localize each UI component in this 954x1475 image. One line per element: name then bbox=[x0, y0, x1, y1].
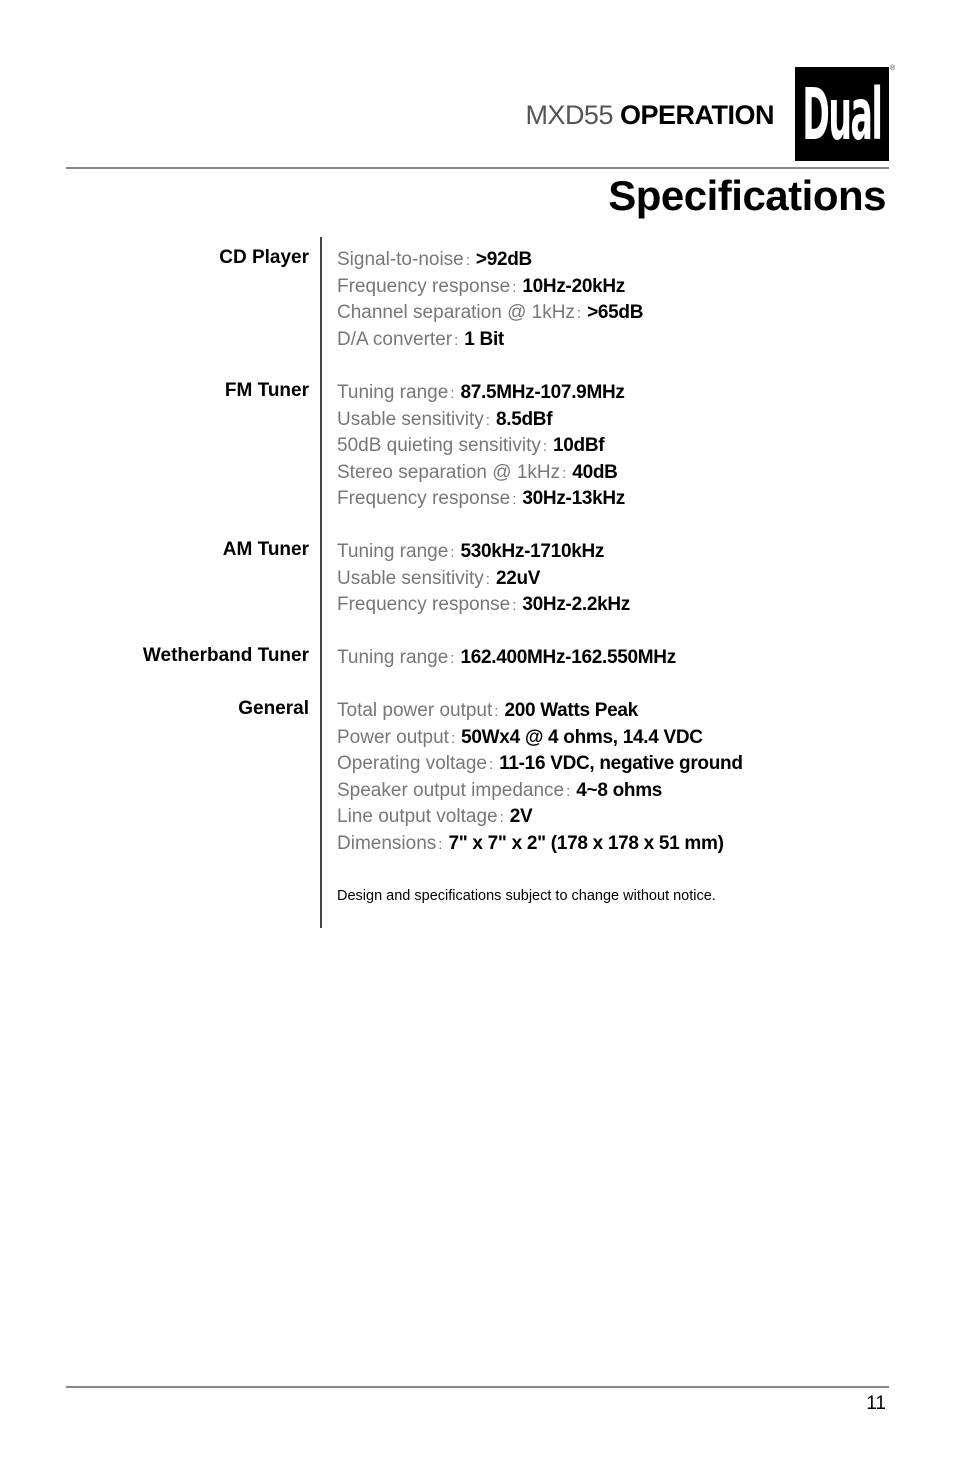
spec-row bbox=[337, 247, 643, 274]
spec-row bbox=[337, 804, 743, 831]
section-label: AM Tuner bbox=[222, 539, 309, 560]
spec-label: 50dB quieting sensitivity bbox=[337, 435, 541, 456]
spec-list bbox=[337, 247, 643, 353]
spec-label: Channel separation @ 1kHz bbox=[337, 302, 575, 323]
page-number: 11 bbox=[866, 1393, 886, 1414]
spec-row bbox=[337, 486, 625, 513]
spec-value: >65dB bbox=[587, 302, 644, 323]
spec-row bbox=[337, 645, 676, 672]
spec-row bbox=[337, 380, 625, 407]
spec-value: 1 Bit bbox=[464, 328, 504, 350]
spec-row bbox=[337, 725, 743, 752]
spec-label: Tuning range bbox=[337, 382, 449, 403]
spec-label: Frequency response bbox=[337, 594, 511, 615]
spec-label: Operating voltage bbox=[337, 753, 487, 774]
spec-row bbox=[337, 274, 643, 301]
spec-row bbox=[337, 407, 625, 434]
spec-row bbox=[337, 539, 630, 566]
spec-value: 11-16 VDC, negative ground bbox=[499, 753, 743, 774]
header-divider bbox=[66, 167, 889, 169]
spec-row bbox=[337, 460, 625, 487]
spec-row bbox=[337, 698, 743, 725]
spec-row bbox=[337, 433, 625, 460]
section-label: FM Tuner bbox=[224, 380, 309, 401]
spec-separator: : bbox=[562, 464, 567, 482]
spec-separator: : bbox=[542, 438, 548, 455]
spec-separator: : bbox=[450, 385, 455, 402]
model-name: MXD55 bbox=[525, 100, 613, 130]
spec-separator: : bbox=[438, 835, 443, 853]
logo-text: Dual bbox=[802, 72, 882, 156]
spec-row bbox=[337, 778, 743, 805]
page-title: Specifications bbox=[608, 172, 886, 219]
spec-list bbox=[337, 698, 743, 857]
spec-label: Tuning range bbox=[337, 541, 449, 562]
spec-value: 30Hz-2.2kHz bbox=[522, 594, 630, 615]
spec-row bbox=[337, 831, 743, 858]
operation-label: OPERATION bbox=[619, 100, 774, 130]
spec-label: Line output voltage bbox=[337, 806, 498, 827]
spec-label: Total power output bbox=[337, 700, 493, 721]
disclaimer-note: Design and specifications subject to change without notice. bbox=[337, 888, 716, 904]
header-model bbox=[525, 100, 774, 131]
dual-logo bbox=[795, 67, 889, 161]
spec-value: 10Hz-20kHz bbox=[522, 275, 625, 297]
spec-row bbox=[337, 751, 743, 778]
vertical-divider bbox=[320, 237, 322, 928]
spec-value: 8.5dBf bbox=[495, 408, 553, 430]
spec-label: Frequency response bbox=[337, 488, 511, 509]
spec-separator: : bbox=[465, 252, 470, 269]
spec-value: 530kHz-1710kHz bbox=[460, 541, 605, 562]
spec-row bbox=[337, 327, 643, 354]
spec-label: Signal-to-noise bbox=[337, 249, 464, 270]
registered-mark: ® bbox=[890, 65, 896, 72]
spec-value: 50Wx4 @ 4 ohms, 14.4 VDC bbox=[461, 726, 703, 748]
spec-list bbox=[337, 645, 676, 672]
spec-separator: : bbox=[576, 305, 582, 322]
spec-list bbox=[337, 380, 625, 513]
spec-separator: : bbox=[512, 597, 517, 614]
spec-separator: : bbox=[450, 729, 456, 747]
section-label: Wetherband Tuner bbox=[142, 645, 309, 666]
spec-label: Usable sensitivity bbox=[337, 567, 484, 589]
spec-separator: : bbox=[450, 544, 455, 561]
spec-value: 22uV bbox=[495, 567, 541, 589]
spec-row bbox=[337, 566, 630, 593]
spec-label: D/A converter bbox=[337, 328, 453, 350]
spec-list bbox=[337, 539, 630, 619]
spec-separator: : bbox=[450, 650, 455, 667]
spec-value: 2V bbox=[509, 806, 533, 827]
spec-value: >92dB bbox=[475, 249, 532, 270]
spec-separator: : bbox=[499, 809, 504, 826]
spec-value: 7" x 7" x 2" (178 x 178 x 51 mm) bbox=[448, 832, 724, 854]
section-label: General bbox=[238, 698, 309, 719]
spec-value: 4~8 ohms bbox=[576, 779, 663, 801]
spec-row bbox=[337, 592, 630, 619]
spec-separator: : bbox=[485, 411, 490, 429]
spec-label: Power output bbox=[337, 726, 449, 748]
spec-separator: : bbox=[512, 278, 517, 296]
spec-label: Frequency response bbox=[337, 275, 511, 297]
spec-row bbox=[337, 300, 643, 327]
spec-value: 10dBf bbox=[553, 435, 605, 456]
footer-divider bbox=[66, 1386, 889, 1388]
spec-label: Dimensions bbox=[337, 832, 437, 854]
spec-separator: : bbox=[566, 782, 571, 800]
spec-label: Stereo separation @ 1kHz bbox=[337, 461, 561, 483]
spec-label: Speaker output impedance bbox=[337, 779, 565, 801]
spec-separator: : bbox=[489, 756, 494, 773]
spec-label: Usable sensitivity bbox=[337, 408, 484, 430]
spec-value: 40dB bbox=[572, 461, 618, 483]
section-label: CD Player bbox=[219, 247, 309, 268]
spec-separator: : bbox=[454, 331, 459, 349]
spec-value: 162.400MHz-162.550MHz bbox=[460, 647, 676, 668]
spec-separator: : bbox=[494, 703, 499, 720]
spec-separator: : bbox=[512, 491, 517, 508]
spec-label: Tuning range bbox=[337, 647, 449, 668]
spec-value: 200 Watts Peak bbox=[504, 700, 638, 721]
spec-value: 30Hz-13kHz bbox=[522, 488, 625, 509]
spec-separator: : bbox=[485, 570, 490, 588]
spec-value: 87.5MHz-107.9MHz bbox=[460, 382, 625, 403]
